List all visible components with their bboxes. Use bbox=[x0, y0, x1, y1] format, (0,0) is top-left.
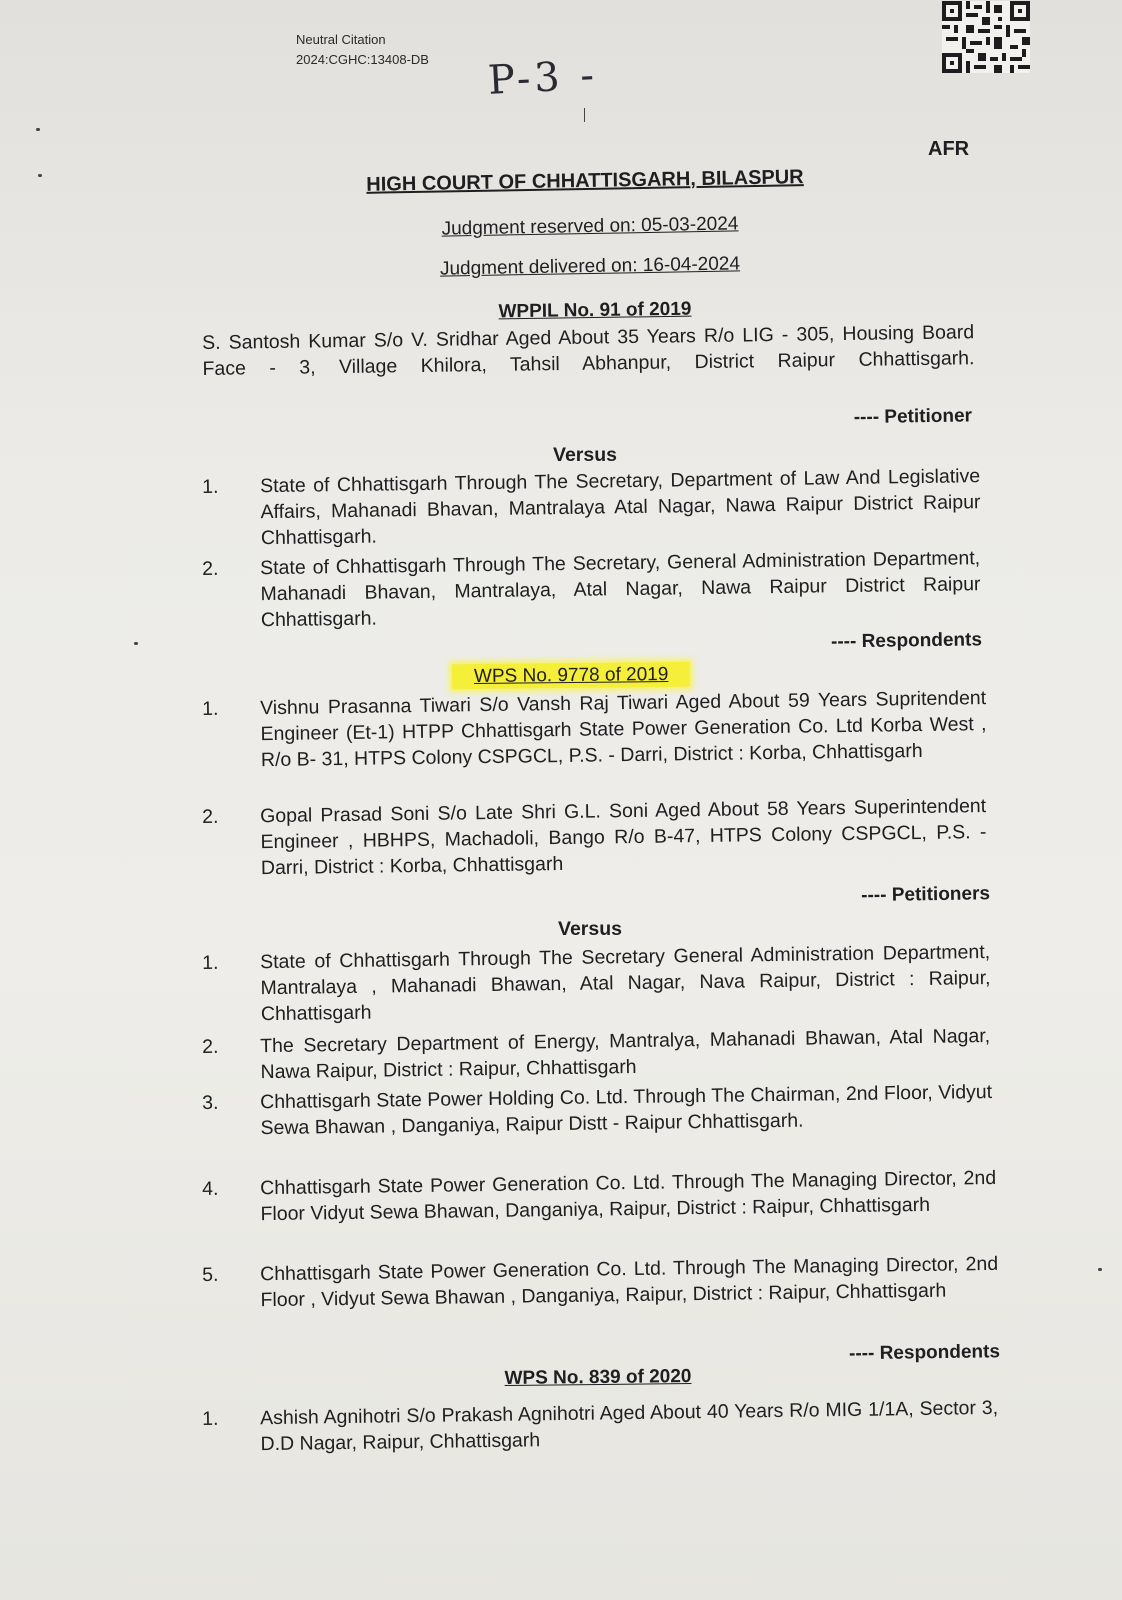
citation-label: Neutral Citation bbox=[296, 32, 386, 47]
afr-label: AFR bbox=[928, 138, 970, 160]
list-item bbox=[202, 685, 987, 774]
item-number: 1. bbox=[202, 697, 219, 720]
case-title: WPS No. 9778 of 2019 bbox=[452, 662, 691, 689]
item-number: 5. bbox=[202, 1263, 219, 1286]
versus-label: Versus bbox=[558, 918, 622, 940]
item-number: 2. bbox=[202, 557, 219, 580]
speck bbox=[134, 642, 138, 645]
list-item bbox=[202, 463, 981, 552]
item-text: The Secretary Department of Energy, Mantralya, Mahanadi Bhawan, Atal Nagar, Nawa Raipur, District : Raipur, Chhattisgarh bbox=[260, 1024, 991, 1084]
item-number: 1. bbox=[202, 1407, 219, 1430]
judgment-delivered-date: Judgment delivered on: 16-04-2024 bbox=[439, 253, 741, 280]
handwritten-note: P-3 - bbox=[486, 52, 600, 104]
list-item bbox=[202, 793, 987, 882]
party-role-label: ---- Petitioners bbox=[861, 883, 991, 907]
item-number: 1. bbox=[202, 475, 219, 498]
highlighted-case-title bbox=[452, 664, 691, 688]
list-item bbox=[202, 1165, 997, 1228]
citation-number: 2024:CGHC:13408-DB bbox=[296, 52, 429, 67]
party-role-label: ---- Petitioner bbox=[853, 405, 973, 429]
item-text: Gopal Prasad Soni S/o Late Shri G.L. Soni Aged About 58 Years Superintendent Engineer , HBHPS, Machadoli, Bango R/o B-47, HTPS Colony CSPGCL, P.S. - Darri, District : Korba, Chhattisgarh bbox=[260, 795, 987, 880]
item-number: 3. bbox=[202, 1091, 219, 1114]
party-role-label: ---- Respondents bbox=[830, 629, 983, 653]
speck bbox=[36, 128, 40, 131]
party-role-label: ---- Respondents bbox=[848, 1341, 1001, 1365]
judgment-reserved-date: Judgment reserved on: 05-03-2024 bbox=[441, 213, 739, 240]
neutral-citation bbox=[296, 30, 429, 70]
item-text: Chhattisgarh State Power Holding Co. Ltd. Through The Chairman, 2nd Floor, Vidyut Sewa Bhawan , Danganiya, Raipur Distt - Raipur Chhattisgarh. bbox=[260, 1080, 993, 1140]
list-item bbox=[202, 1251, 999, 1314]
court-title: HIGH COURT OF CHHATTISGARH, BILASPUR bbox=[366, 166, 804, 196]
item-text: State of Chhattisgarh Through The Secretary General Administration Department, Mantralaya , Mahanadi Bhawan, Atal Nagar, Nava Raipur, District : Raipur, Chhattisgarh bbox=[260, 940, 991, 1026]
speck bbox=[38, 174, 42, 177]
qr-code-icon bbox=[942, 0, 1030, 74]
list-item bbox=[202, 939, 991, 1028]
speck bbox=[1098, 1268, 1102, 1271]
item-number: 1. bbox=[202, 951, 219, 974]
list-item bbox=[202, 1079, 993, 1142]
item-text: Chhattisgarh State Power Generation Co. Ltd. Through The Managing Director, 2nd Floor Vidyut Sewa Bhawan, Danganiya, Raipur, District : Raipur, Chhattisgarh bbox=[260, 1166, 997, 1226]
list-item bbox=[202, 545, 981, 634]
item-number: 2. bbox=[202, 805, 219, 828]
petitioner-details: S. Santosh Kumar S/o V. Sridhar Aged About 35 Years R/o LIG - 305, Housing Board Face - 3, Village Khilora, Tahsil Abhanpur, District Raipur Chhattisgarh. bbox=[202, 321, 975, 380]
versus-label: Versus bbox=[553, 444, 617, 466]
pen-mark bbox=[584, 108, 585, 122]
case-title: WPPIL No. 91 of 2019 bbox=[498, 298, 692, 323]
list-item bbox=[202, 1023, 991, 1086]
item-text: State of Chhattisgarh Through The Secretary, General Administration Department, Mahanadi Bhavan, Mantralaya, Atal Nagar, Nawa Raipur District Raipur Chhattisgarh. bbox=[260, 547, 981, 632]
item-text: Vishnu Prasanna Tiwari S/o Vansh Raj Tiwari Aged About 59 Years Supritendent Engineer (Et-1) HTPP Chhattisgarh State Power Generation Co. Ltd Korba West , R/o B- 31, HTPS Colony CSPGCL, P.S. - Darri, District : Korba, Chhattisgarh bbox=[260, 687, 987, 772]
item-number: 2. bbox=[202, 1035, 219, 1058]
list-item bbox=[202, 1395, 999, 1458]
item-number: 4. bbox=[202, 1177, 219, 1200]
case-title: WPS No. 839 of 2020 bbox=[504, 1366, 692, 1389]
item-text: Ashish Agnihotri S/o Prakash Agnihotri Aged About 40 Years R/o MIG 1/1A, Sector 3, D.D Nagar, Raipur, Chhattisgarh bbox=[260, 1396, 999, 1456]
item-text: State of Chhattisgarh Through The Secretary, Department of Law And Legislative Affairs, Mahanadi Bhavan, Mantralaya Atal Nagar, Nawa Raipur District Raipur Chhattisgarh. bbox=[260, 465, 981, 550]
item-text: Chhattisgarh State Power Generation Co. Ltd. Through The Managing Director, 2nd Floor , Vidyut Sewa Bhawan , Danganiya, Raipur, District : Raipur, Chhattisgarh bbox=[260, 1252, 999, 1312]
